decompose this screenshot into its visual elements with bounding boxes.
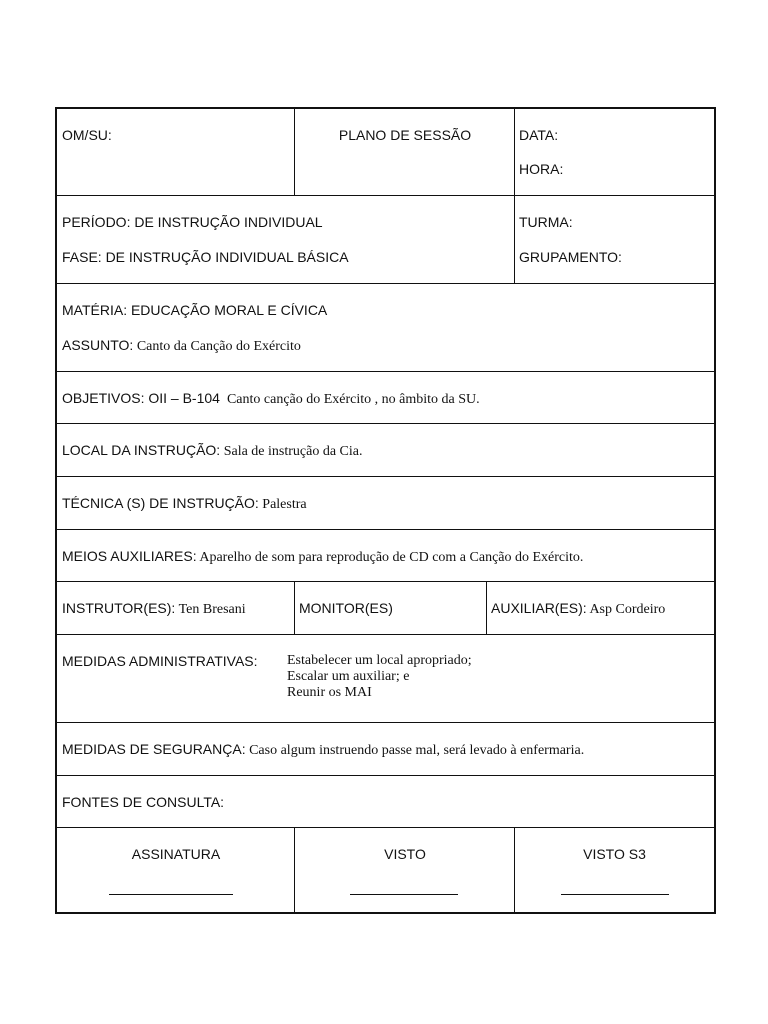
medidas-adm-row (57, 635, 714, 723)
fase-label: FASE: DE INSTRUÇÃO INDIVIDUAL BÁSICA (62, 249, 349, 265)
periodo-cell (57, 196, 515, 283)
grupamento-label: GRUPAMENTO: (519, 249, 622, 265)
turma-cell (514, 196, 714, 283)
instrutor-value: Ten Bresani (178, 602, 246, 617)
instrutor-line (62, 600, 246, 618)
date-time-cell (514, 109, 714, 195)
materia-row (57, 284, 714, 372)
assunto-line (62, 337, 301, 355)
auxiliar-cell (486, 582, 714, 634)
auxiliar-line (491, 600, 665, 618)
tecnica-line (62, 495, 307, 513)
local-row (57, 424, 714, 477)
local-value: Sala de instrução da Cia. (223, 444, 363, 459)
medidas-adm-label: MEDIDAS ADMINISTRATIVAS: (62, 653, 258, 669)
auxiliar-label: AUXILIAR(ES): (491, 600, 587, 616)
tecnica-label: TÉCNICA (S) DE INSTRUÇÃO: (62, 495, 259, 511)
auxiliar-value: Asp Cordeiro (589, 602, 666, 617)
om-su-cell (57, 109, 295, 195)
tecnica-row (57, 477, 714, 530)
instrutor-cell (57, 582, 295, 634)
session-plan-form (55, 107, 716, 914)
visto-s3-signature-line (561, 894, 669, 895)
local-label: LOCAL DA INSTRUÇÃO: (62, 442, 221, 458)
assinatura-label: ASSINATURA (131, 846, 221, 862)
medidas-adm-line-1: Estabelecer um local apropriado; (287, 653, 472, 668)
pessoal-row (57, 582, 714, 635)
fontes-row (57, 776, 714, 828)
data-label: DATA: (519, 127, 559, 143)
monitor-cell (294, 582, 487, 634)
visto-s3-label: VISTO S3 (583, 846, 646, 862)
turma-label: TURMA: (519, 214, 573, 230)
visto-cell (294, 828, 515, 912)
medidas-seg-value: Caso algum instruendo passe mal, será levado à enfermaria. (249, 743, 585, 758)
medidas-seg-line (62, 741, 584, 759)
medidas-adm-line-3: Reunir os MAI (287, 685, 372, 700)
medidas-adm-line-2: Escalar um auxiliar; e (287, 669, 410, 684)
objetivos-line (62, 390, 480, 408)
local-line (62, 442, 362, 460)
meios-row (57, 530, 714, 582)
hora-label: HORA: (519, 161, 564, 177)
om-su-label: OM/SU: (62, 127, 112, 143)
fontes-label: FONTES DE CONSULTA: (62, 794, 225, 810)
meios-label: MEIOS AUXILIARES: (62, 548, 197, 564)
tecnica-value: Palestra (262, 497, 307, 512)
assunto-value: Canto da Canção do Exército (136, 339, 301, 354)
monitor-label: MONITOR(ES) (299, 600, 393, 616)
assinatura-signature-line (109, 894, 233, 895)
visto-s3-cell (514, 828, 714, 912)
form-title: PLANO DE SESSÃO (338, 127, 472, 143)
objetivos-label: OBJETIVOS: OII – B-104 (62, 390, 220, 406)
assinatura-cell (57, 828, 295, 912)
visto-label: VISTO (384, 846, 426, 862)
meios-value: Aparelho de som para reprodução de CD com a Canção do Exército. (199, 550, 584, 565)
title-cell (294, 109, 515, 195)
meios-line (62, 548, 583, 566)
objetivos-value: Canto canção do Exército , no âmbito da SU. (226, 392, 480, 407)
assinaturas-row (57, 828, 714, 912)
visto-signature-line (350, 894, 458, 895)
instrutor-label: INSTRUTOR(ES): (62, 600, 176, 616)
periodo-label: PERÍODO: DE INSTRUÇÃO INDIVIDUAL (62, 214, 323, 230)
medidas-seg-label: MEDIDAS DE SEGURANÇA: (62, 741, 246, 757)
header-row (57, 109, 714, 196)
assunto-label: ASSUNTO: (62, 337, 134, 353)
materia-label: MATÉRIA: EDUCAÇÃO MORAL E CÍVICA (62, 302, 328, 318)
objetivos-row (57, 372, 714, 424)
periodo-row (57, 196, 714, 284)
medidas-seg-row (57, 723, 714, 776)
